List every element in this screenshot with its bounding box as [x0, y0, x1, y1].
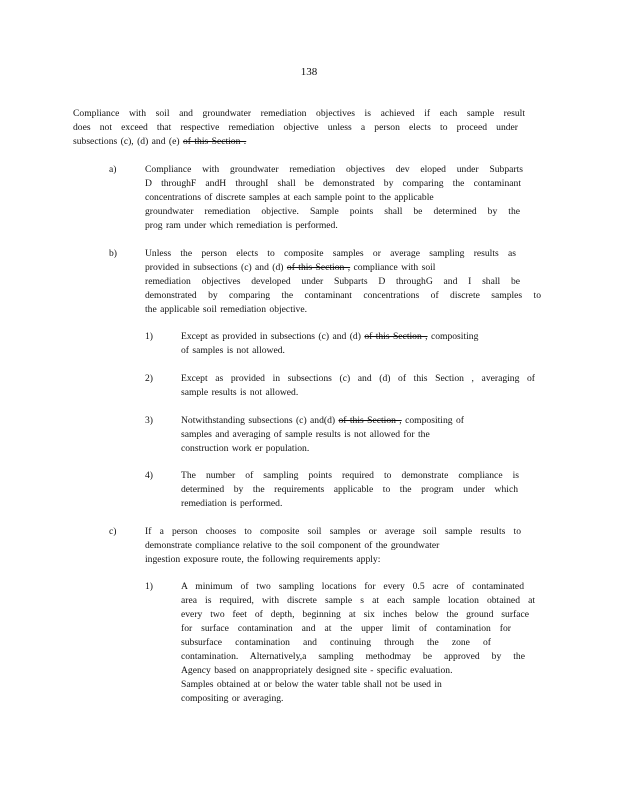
item-label-b4: 4)	[145, 470, 153, 481]
b1-line-2: of samples is not allowed.	[181, 345, 285, 356]
intro-line-3	[73, 135, 246, 149]
struck-text: of this Section ,	[338, 415, 402, 426]
b-line-4: demonstrated by comparing the contaminant concentrations of discrete samples to	[145, 290, 541, 301]
intro-line-1: Compliance with soil and groundwater remediation objectives is achieved if each sample result	[73, 108, 525, 119]
struck-text: of this Section .	[182, 136, 247, 147]
b4-line-3: remediation is performed.	[181, 498, 283, 509]
a-line-5: prog ram under which remediation is performed.	[145, 220, 338, 231]
b1-line-1-tail: compositing	[427, 331, 479, 342]
b-line-1: Unless the person elects to composite samples or average sampling results as	[145, 248, 516, 259]
struck-text: of this Section ,	[286, 262, 351, 273]
item-label-c1: 1)	[145, 581, 153, 592]
struck-text: of this Section ,	[364, 331, 428, 342]
c1-line-4: for surface contamination and at the upper limit of contamination for	[181, 623, 511, 634]
a-line-1: Compliance with groundwater remediation objectives dev eloped under Subparts	[145, 164, 523, 175]
b1-line-1-text: Except as provided in subsections (c) and (d)	[181, 331, 365, 342]
c1-line-9: compositing or averaging.	[181, 693, 284, 704]
a-line-4: groundwater remediation objective. Sample points shall be determined by the	[145, 206, 520, 217]
c-line-1: If a person chooses to composite soil samples or average soil sample results to	[145, 526, 521, 537]
page-number: 138	[300, 66, 318, 78]
item-label-b: b)	[109, 248, 117, 259]
b-line-2-tail: compliance with soil	[350, 262, 436, 273]
b-line-3: remediation objectives developed under Subparts D throughG and I shall be	[145, 276, 520, 287]
c1-line-3: every two feet of depth, beginning at six inches below the ground surface	[181, 609, 529, 620]
b4-line-2: determined by the requirements applicable to the program under which	[181, 484, 518, 495]
b-line-2-text: provided in subsections (c) and (d)	[145, 262, 287, 273]
b3-line-1	[181, 414, 464, 428]
a-line-2: D throughF andH throughI shall be demonstrated by comparing the contaminant	[145, 178, 521, 189]
b-line-2	[145, 261, 435, 275]
c1-line-5: subsurface contamination and continuing through the zone of	[181, 637, 491, 648]
item-label-a: a)	[109, 164, 117, 175]
item-label-c: c)	[109, 526, 117, 537]
b1-line-1	[181, 330, 478, 344]
c1-line-7: Agency based on anappropriately designed site - specific evaluation.	[181, 665, 453, 676]
c1-line-8: Samples obtained at or below the water table shall not be used in	[181, 679, 442, 690]
b2-line-2: sample results is not allowed.	[181, 387, 299, 398]
c1-line-2: area is required, with discrete sample s at each sample location obtained at	[181, 595, 535, 606]
item-label-b2: 2)	[145, 373, 153, 384]
item-label-b1: 1)	[145, 331, 153, 342]
c1-line-6: contamination. Alternatively,a sampling methodmay be approved by the	[181, 651, 525, 662]
c-line-2: demonstrate compliance relative to the soil component of the groundwater	[145, 540, 440, 551]
item-label-b3: 3)	[145, 415, 153, 426]
intro-line-2: does not exceed that respective remediation objective unless a person elects to proceed under	[73, 122, 518, 133]
b-line-5: the applicable soil remediation objective.	[145, 304, 307, 315]
c1-line-1: A minimum of two sampling locations for every 0.5 acre of contaminated	[181, 581, 524, 592]
intro-line-3-text: subsections (c), (d) and (e)	[73, 136, 183, 147]
b2-line-1: Except as provided in subsections (c) and (d) of this Section , averaging of	[181, 373, 535, 384]
a-line-3: concentrations of discrete samples at each sample point to the applicable	[145, 192, 434, 203]
c-line-3: ingestion exposure route, the following requirements apply:	[145, 554, 381, 565]
b3-line-1-text: Notwithstanding subsections (c) and(d)	[181, 415, 339, 426]
b3-line-2: samples and averaging of sample results is not allowed for the	[181, 429, 430, 440]
b3-line-1-tail: compositing of	[401, 415, 464, 426]
b4-line-1: The number of sampling points required to demonstrate compliance is	[181, 470, 519, 481]
b3-line-3: construction work er population.	[181, 443, 310, 454]
